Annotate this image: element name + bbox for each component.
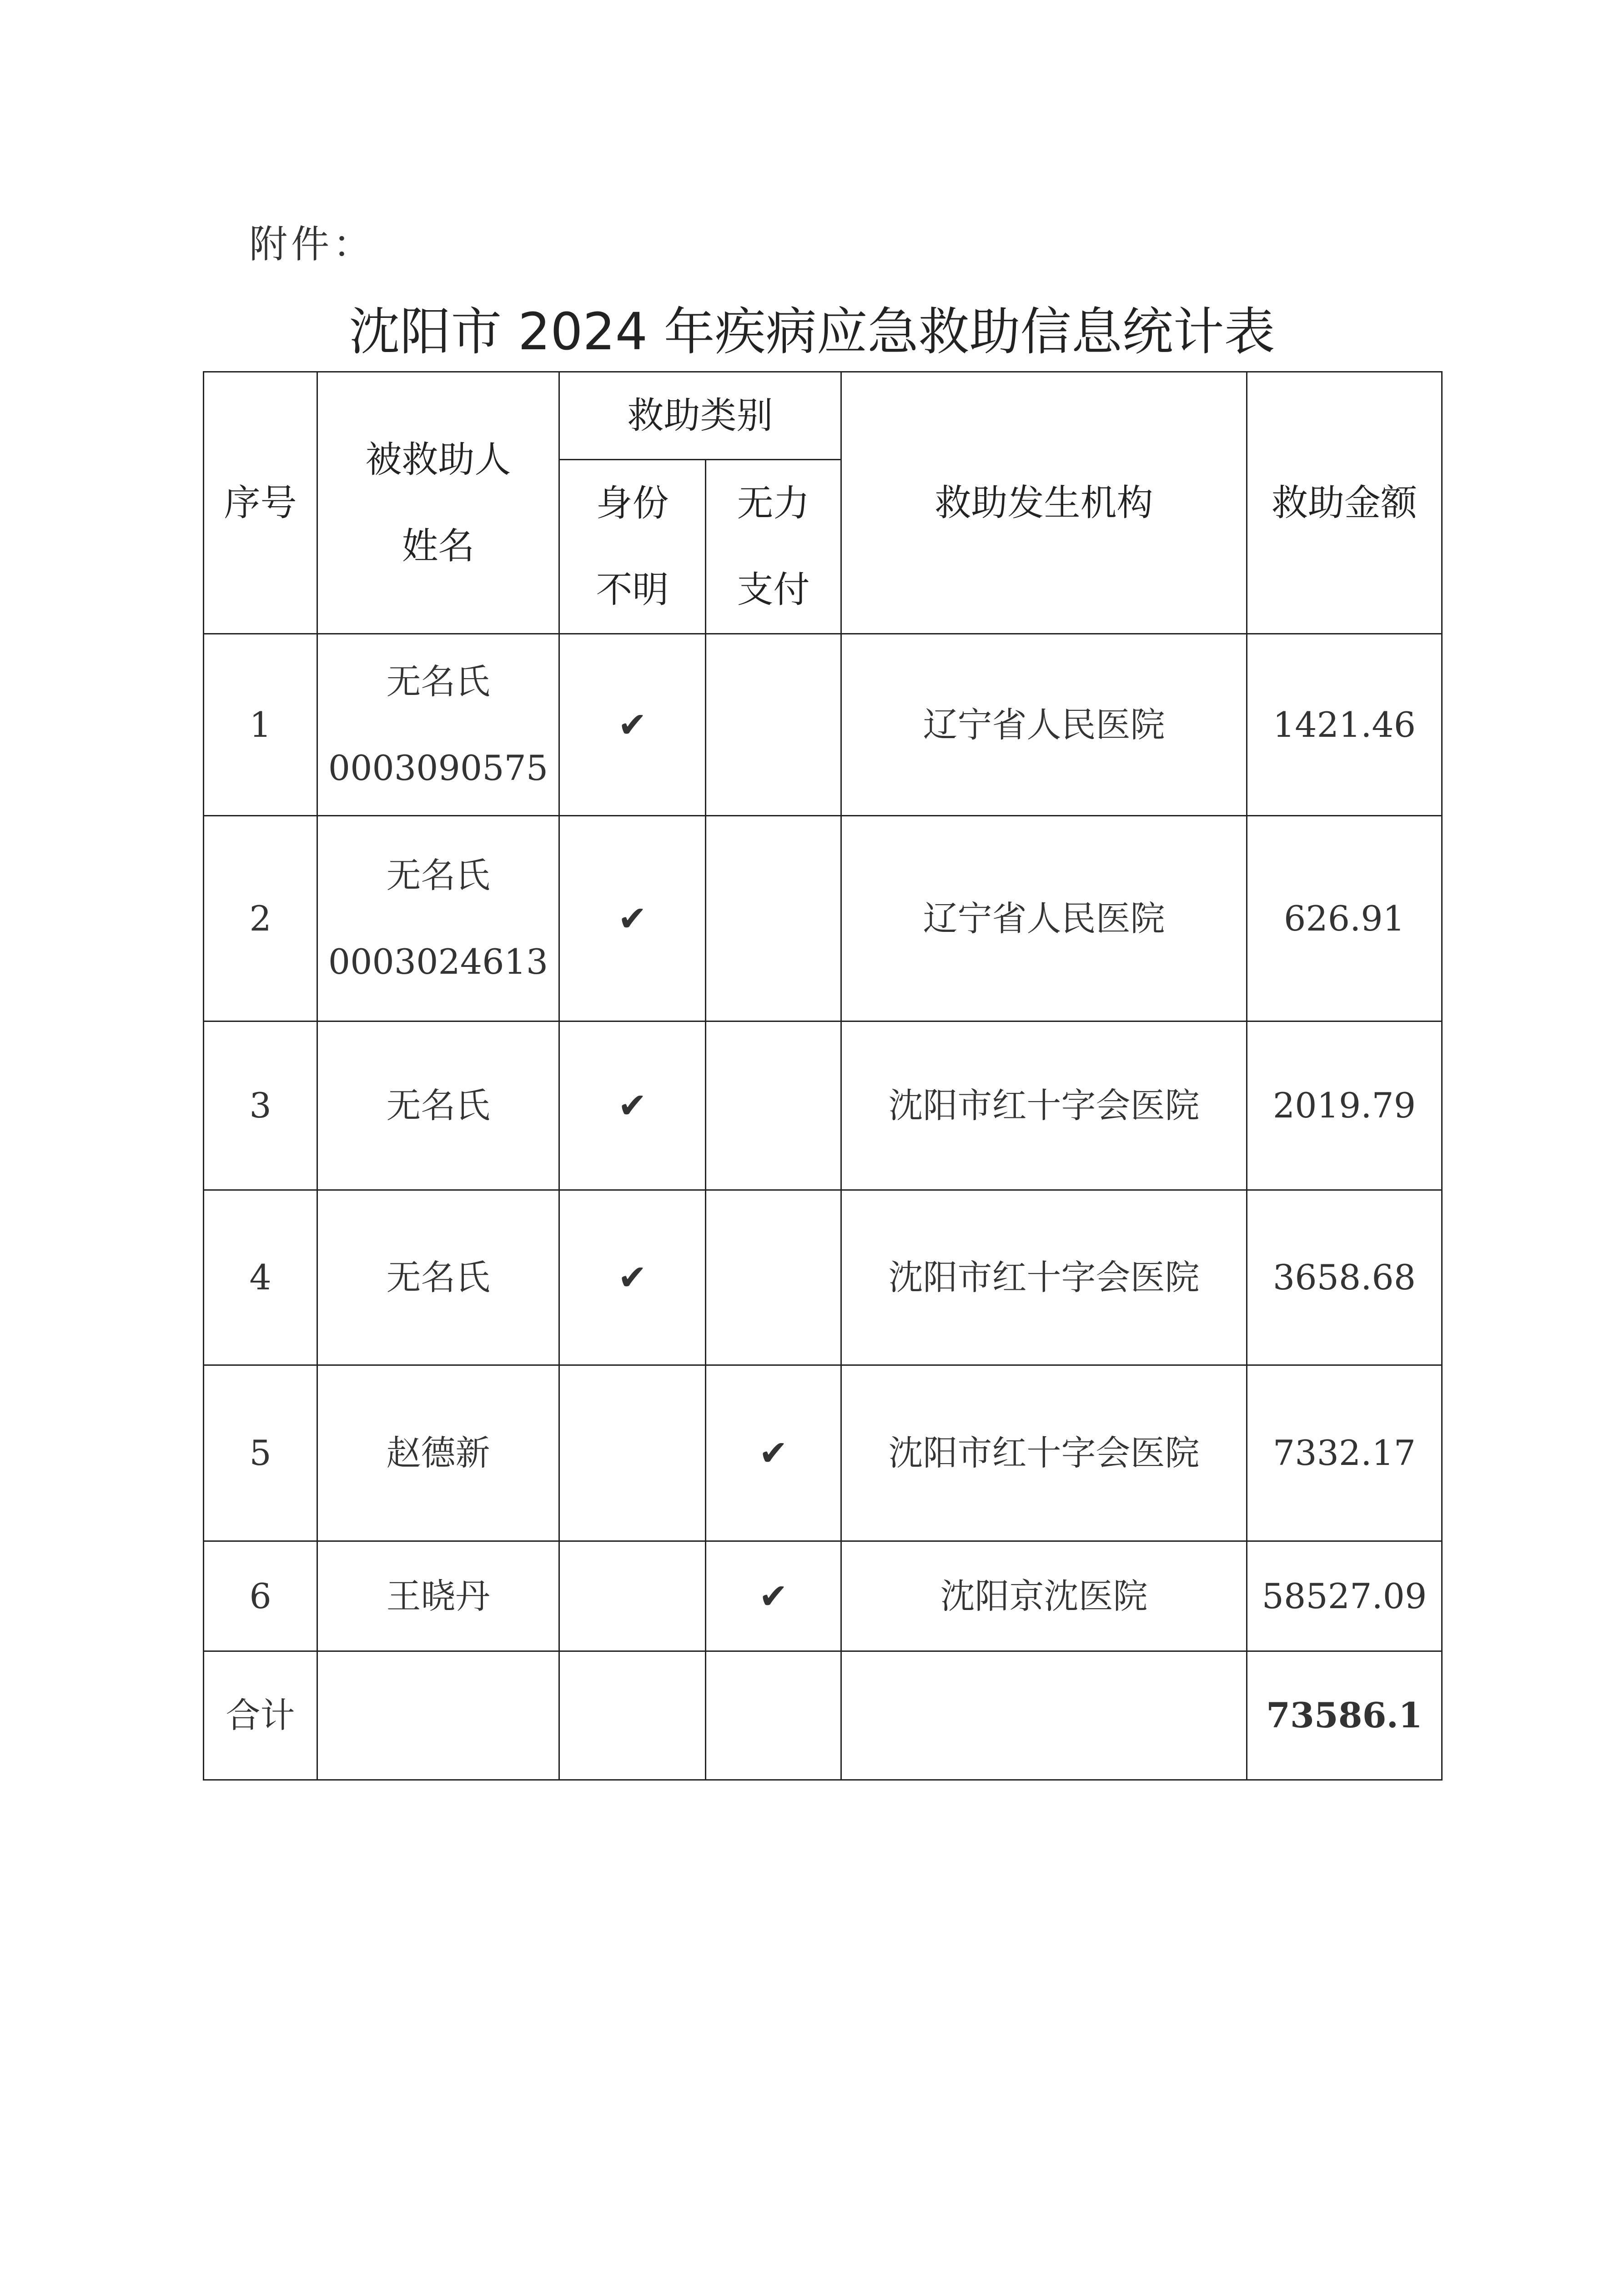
row-index: 4 [204, 1190, 317, 1365]
table-row [204, 634, 1442, 816]
recipient-name-line2: 0003090575 [328, 747, 548, 788]
row-recipient-name: 王晓丹 [317, 1541, 559, 1651]
row-amount: 1421.46 [1247, 634, 1442, 816]
header-amount: 救助金额 [1247, 372, 1442, 634]
header-index: 序号 [204, 372, 317, 634]
row-amount: 7332.17 [1247, 1365, 1442, 1541]
recipient-name-line1: 无名氏 [386, 661, 490, 702]
row-amount: 3658.68 [1247, 1190, 1442, 1365]
header-unknown-line1: 身份 [596, 482, 669, 524]
identity-unknown-check: ✔ [559, 816, 706, 1021]
header-institution: 救助发生机构 [841, 372, 1247, 634]
document-title: 沈阳市 2024 年疾病应急救助信息统计表 [349, 302, 1275, 362]
row-index: 3 [204, 1021, 317, 1190]
header-identity-unknown [559, 460, 706, 634]
row-institution: 辽宁省人民医院 [841, 634, 1247, 816]
row-institution: 辽宁省人民医院 [841, 816, 1247, 1021]
identity-unknown-check: ✔ [559, 634, 706, 816]
row-recipient-name [317, 634, 559, 816]
header-recipient-name [317, 372, 559, 634]
row-institution: 沈阳市红十字会医院 [841, 1021, 1247, 1190]
unable-to-pay-check [706, 1021, 841, 1190]
header-name-line2: 姓名 [402, 524, 475, 567]
row-amount: 2019.79 [1247, 1021, 1442, 1190]
table-row [204, 1541, 1442, 1651]
recipient-name-line2: 0003024613 [328, 941, 548, 982]
identity-unknown-check: ✔ [559, 1021, 706, 1190]
total-empty-cell [706, 1651, 841, 1780]
total-row [204, 1651, 1442, 1780]
unable-to-pay-check: ✔ [706, 1541, 841, 1651]
row-index: 5 [204, 1365, 317, 1541]
row-amount: 58527.09 [1247, 1541, 1442, 1651]
recipient-name-line1: 无名氏 [386, 855, 490, 896]
row-recipient-name: 无名氏 [317, 1021, 559, 1190]
total-empty-cell [317, 1651, 559, 1780]
row-amount: 626.91 [1247, 816, 1442, 1021]
identity-unknown-check: ✔ [559, 1190, 706, 1365]
header-unable-line2: 支付 [737, 568, 810, 611]
identity-unknown-check [559, 1365, 706, 1541]
header-unable-to-pay [706, 460, 841, 634]
header-row-1 [204, 372, 1442, 460]
attachment-label: 附件： [249, 222, 375, 267]
header-unable-line1: 无力 [737, 482, 810, 524]
table-row [204, 1021, 1442, 1190]
row-recipient-name: 赵德新 [317, 1365, 559, 1541]
unable-to-pay-check [706, 1190, 841, 1365]
unable-to-pay-check: ✔ [706, 1365, 841, 1541]
total-amount: 73586.1 [1247, 1651, 1442, 1780]
total-empty-cell [841, 1651, 1247, 1780]
row-institution: 沈阳市红十字会医院 [841, 1190, 1247, 1365]
row-institution: 沈阳市红十字会医院 [841, 1365, 1247, 1541]
row-index: 1 [204, 634, 317, 816]
header-name-line1: 被救助人 [365, 438, 511, 481]
identity-unknown-check [559, 1541, 706, 1651]
row-institution: 沈阳京沈医院 [841, 1541, 1247, 1651]
unable-to-pay-check [706, 816, 841, 1021]
table-row [204, 816, 1442, 1021]
row-recipient-name: 无名氏 [317, 1190, 559, 1365]
row-index: 6 [204, 1541, 317, 1651]
total-empty-cell [559, 1651, 706, 1780]
row-recipient-name [317, 816, 559, 1021]
aid-statistics-table [203, 371, 1443, 1781]
total-label: 合计 [204, 1651, 317, 1780]
header-aid-category: 救助类别 [559, 372, 841, 460]
header-unknown-line2: 不明 [596, 568, 669, 611]
table-row [204, 1190, 1442, 1365]
unable-to-pay-check [706, 634, 841, 816]
table-row [204, 1365, 1442, 1541]
row-index: 2 [204, 816, 317, 1021]
